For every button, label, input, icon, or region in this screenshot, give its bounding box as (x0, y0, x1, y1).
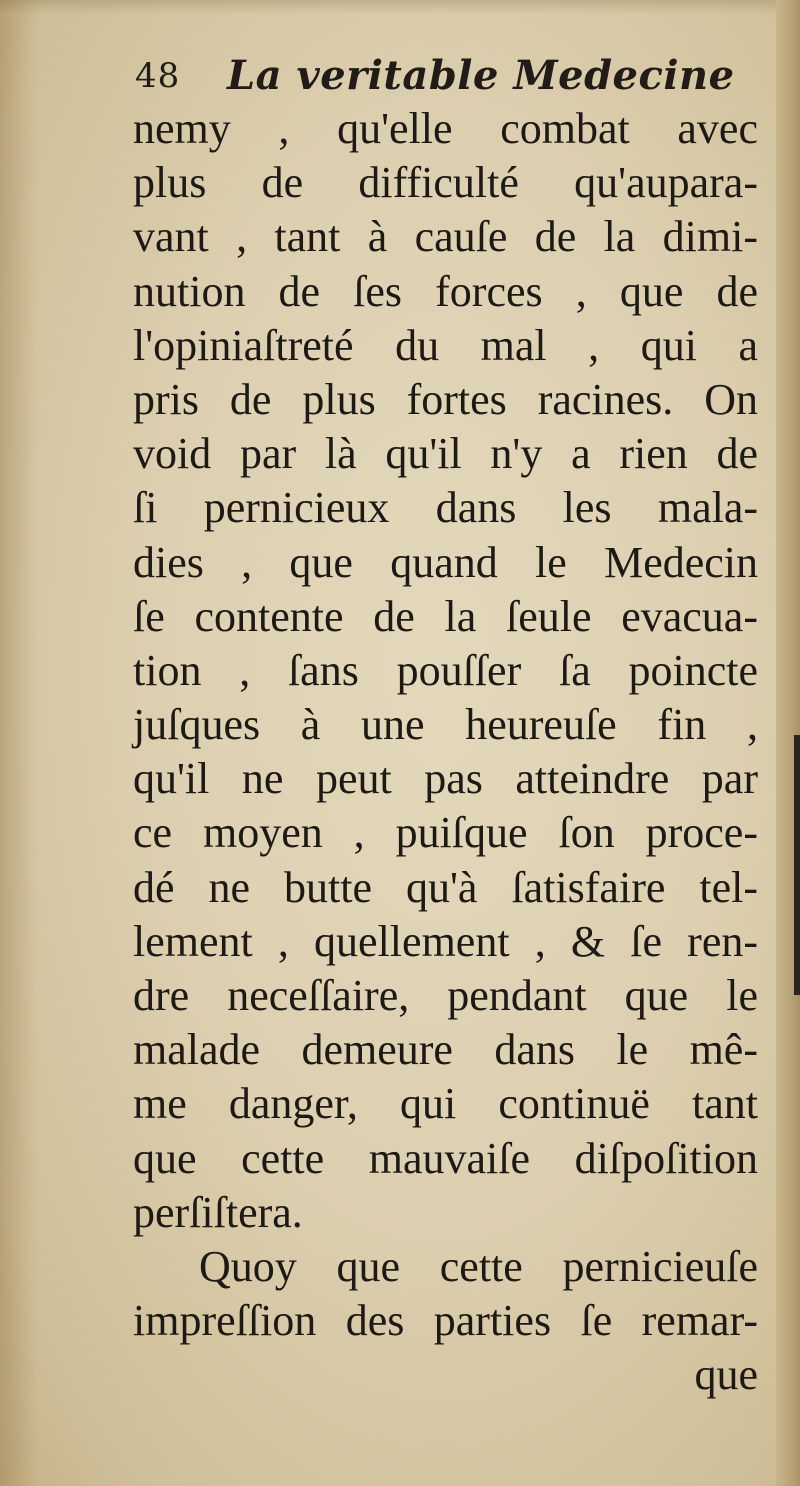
text-line: ce moyen , puiſque ſon proce- (133, 808, 758, 858)
page-top-shadow (0, 0, 800, 14)
text-line: lement , quellement , & ſe ren- (133, 916, 758, 966)
text-line: ſi pernicieux dans les mala- (133, 483, 758, 533)
text-line: que cette mauvaiſe diſpoſition (133, 1133, 758, 1183)
page-header (135, 52, 755, 104)
text-line: pris de plus fortes racines. On (133, 374, 758, 424)
text-line: perſiſtera. (133, 1187, 303, 1237)
text-line: nemy , qu'elle combat avec (133, 104, 758, 153)
text-line: plus de difficulté qu'aupara- (133, 158, 758, 208)
body-text (133, 102, 758, 1403)
text-line: qu'il ne peut pas atteindre par (133, 754, 758, 804)
text-line: malade demeure dans le mê- (133, 1025, 758, 1075)
text-line: tion , ſans pouſſer ſa poincte (133, 645, 758, 695)
text-line: que (694, 1350, 758, 1400)
text-line: juſques à une heureuſe fin , (133, 700, 758, 750)
text-line: dies , que quand le Medecin (133, 537, 758, 587)
text-line: dre neceſſaire, pendant que le (133, 971, 758, 1020)
text-line: l'opiniaſtreté du mal , qui a (133, 320, 758, 370)
text-line: Quoy que cette pernicieuſe (199, 1241, 758, 1291)
text-line: vant , tant à cauſe de la dimi- (133, 212, 758, 262)
text-line: me danger, qui continuë tant (133, 1079, 758, 1129)
text-line: ſe contente de la ſeule evacua- (133, 591, 758, 641)
text-line: impreſſion des parties ſe remar- (133, 1296, 758, 1346)
page-right-edge (776, 0, 800, 1486)
text-line: dé ne butte qu'à ſatisfaire tel- (133, 862, 758, 912)
running-head: La veritable Medecine (227, 52, 735, 99)
page-number: 48 (135, 56, 181, 96)
text-line: nution de ſes forces , que de (133, 266, 758, 316)
text-line: void par là qu'il n'y a rien de (133, 429, 758, 479)
